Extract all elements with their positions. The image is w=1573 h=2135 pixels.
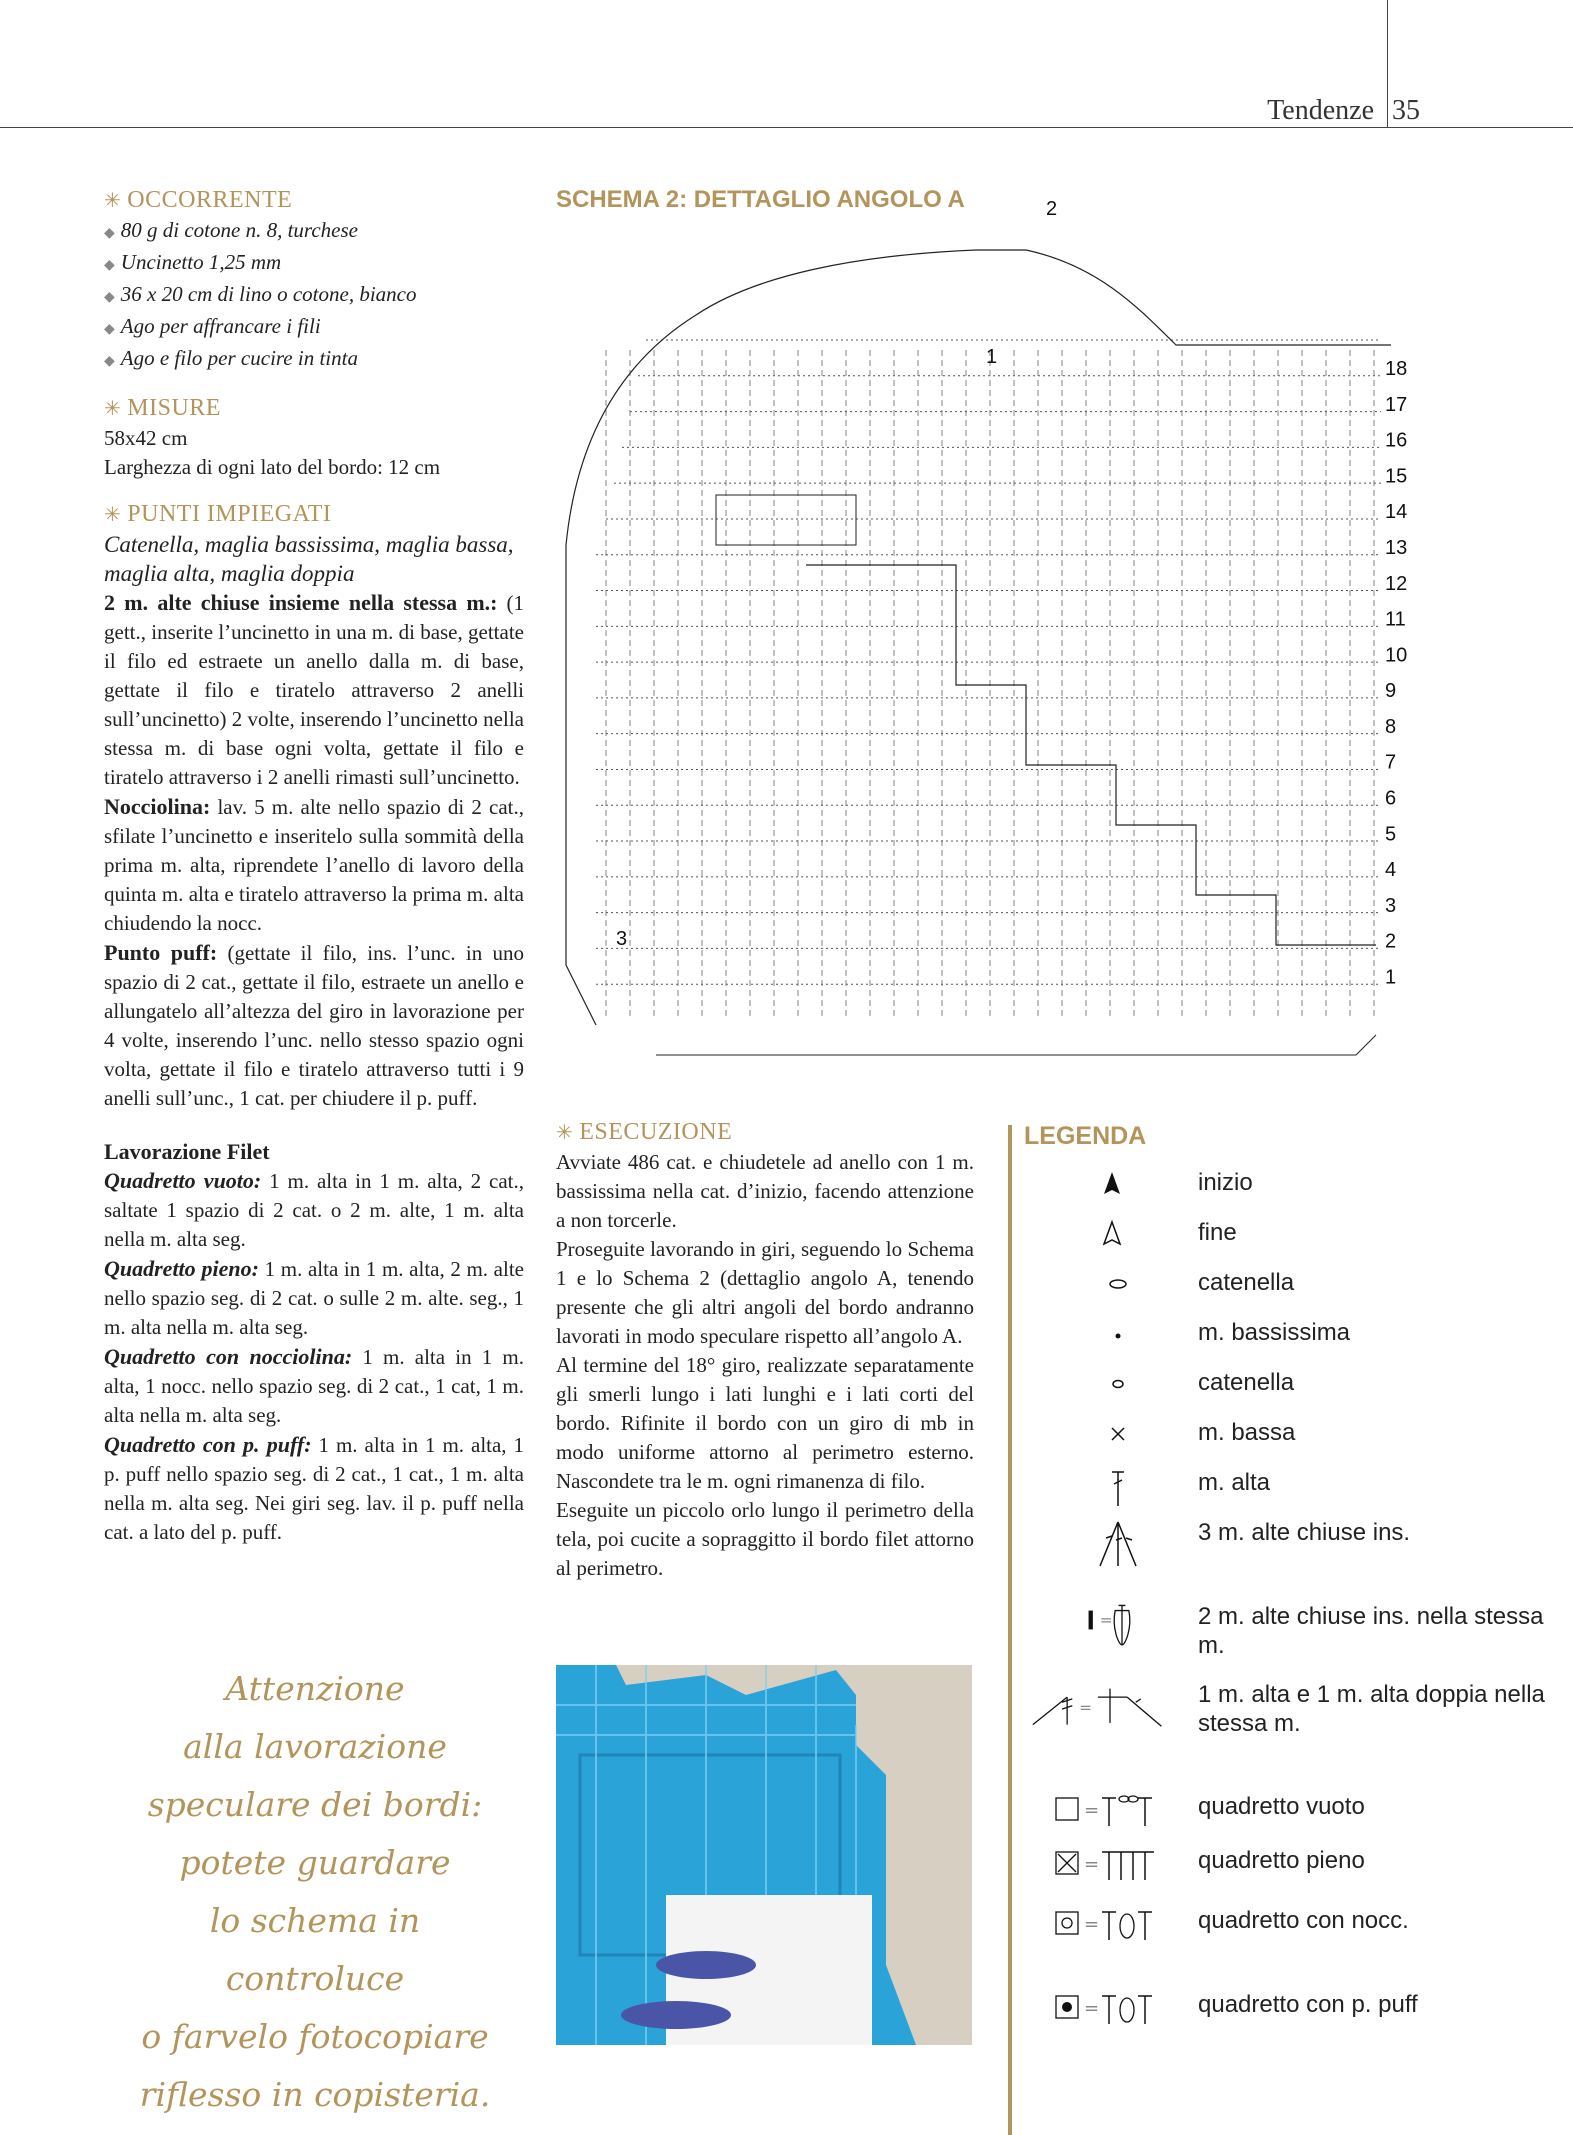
project-photo	[556, 1665, 972, 2045]
execution-paragraph: Al termine del 18° giro, realizzate separatamente gli smerli lungo i lati lunghi e i lati corti del bordo. Rifinite il bordo con un giro di mb in modo uniforme attorno al perimetro esterno. Nascondete tra le m. ogni rimanenza di filo.	[556, 1353, 974, 1493]
bullet-icon: ◆	[104, 322, 115, 337]
bobble-square-icon	[1020, 1906, 1200, 1966]
bullet-icon: ◆	[104, 258, 115, 273]
bullet-icon: ◆	[104, 226, 115, 241]
filet-puff-square: Quadretto con p. puff: 1 m. alta in 1 m. alta, 1 p. puff nello spazio seg. di 2 cat., 1 cat., 1 m. alta nella m. alta seg. Nei giri seg. lav. il p. puff nella cat. a lato del p. puff.	[104, 1432, 524, 1544]
execution-paragraph: Eseguite un piccolo orlo lungo il perimetro della tela, poi cucite a sopraggitto il bordo filet attorno al perimetro.	[556, 1498, 974, 1580]
header-divider	[1387, 0, 1388, 127]
chart-row-number: 4	[1385, 859, 1397, 882]
chart-row-number: 3	[1385, 894, 1397, 917]
mirror-note	[120, 1660, 510, 2124]
execution-paragraph: Proseguite lavorando in giri, seguendo lo Schema 1 e lo Schema 2 (dettaglio angolo A, tenendo presente che gli altri angoli del bordo andranno lavorati in modo speculare rispetto all’angolo A.	[556, 1237, 974, 1348]
legend-bar	[1008, 1125, 1012, 2135]
star-icon: ✳	[556, 1122, 574, 1144]
chart-marker: 1	[986, 346, 998, 368]
section-title: Tendenze	[1267, 95, 1374, 126]
header-rule	[0, 127, 1573, 128]
execution-paragraph: Avviate 486 cat. e chiudetele ad anello con 1 m. bassissima nella cat. d’inizio, facendo attenzione a non torcerle.	[556, 1150, 974, 1232]
materials-item: ◆ Uncinetto 1,25 mm	[104, 250, 282, 274]
three-dc-cluster-icon	[1020, 1518, 1200, 1578]
schema-title: SCHEMA 2: DETTAGLIO ANGOLO A	[556, 186, 965, 213]
note-line: riflesso in copisteria.	[139, 2075, 491, 2114]
chart-row-number: 6	[1385, 787, 1397, 810]
chart-row-number: 10	[1385, 644, 1408, 667]
chart-motif-outline	[806, 565, 1376, 945]
chart-row-number: 16	[1385, 429, 1408, 452]
misure-heading: ✳ MISURE	[104, 395, 221, 421]
filet-full-square: Quadretto pieno: 1 m. alta in 1 m. alta, 2 m. alte nello spazio seg. di 2 cat. o sulle 2 m. alte. seg., 1 m. alta nella m. alta seg.	[104, 1256, 524, 1339]
execution-column	[556, 1118, 974, 1583]
punti-heading: ✳ PUNTI IMPIEGATI	[104, 501, 332, 527]
chart-row-number: 18	[1385, 358, 1408, 381]
materials-item: ◆ Ago e filo per cucire in tinta	[104, 346, 358, 370]
chart-motif-outline	[716, 495, 856, 545]
svg-text:=: =	[1084, 1800, 1100, 1821]
filet-heading: Lavorazione Filet	[104, 1139, 270, 1164]
star-icon: ✳	[104, 190, 122, 212]
puff-square-icon	[1020, 1990, 1200, 2050]
bullet-icon: ◆	[104, 290, 115, 305]
chart-marker: 3	[616, 928, 628, 950]
misure-line: 58x42 cm	[104, 426, 188, 450]
misure-line: Larghezza di ogni lato del bordo: 12 cm	[104, 455, 441, 479]
chart-row-number: 11	[1385, 608, 1406, 631]
svg-text:=: =	[1084, 1998, 1100, 2019]
left-column	[104, 186, 524, 1547]
chart-row-number: 1	[1385, 966, 1397, 989]
materials-item: ◆ 80 g di cotone n. 8, turchese	[104, 218, 358, 242]
chart-row-number: 7	[1385, 751, 1397, 774]
svg-text:=: =	[1079, 1698, 1093, 1717]
chart-bottom-edge	[656, 1035, 1376, 1055]
chart-row-number: 15	[1385, 465, 1408, 488]
note-line: alla lavorazione	[183, 1727, 447, 1766]
chart-edge	[566, 250, 1391, 1025]
chart-row-number: 5	[1385, 823, 1397, 846]
legend-title: LEGENDA	[1024, 1122, 1147, 1150]
note-line: potete guardare	[179, 1843, 451, 1882]
occorrente-heading: ✳ OCCORRENTE	[104, 187, 293, 213]
svg-text:=: =	[1084, 1854, 1100, 1875]
chart-row-number: 12	[1385, 572, 1408, 595]
empty-square-icon	[1020, 1792, 1200, 1852]
star-icon: ✳	[104, 504, 122, 526]
star-icon: ✳	[104, 398, 122, 420]
chart-row-number: 9	[1385, 680, 1397, 703]
esecuzione-heading: ✳ ESECUZIONE	[556, 1119, 733, 1145]
full-square-icon	[1020, 1846, 1200, 1906]
stitch-nocciolina: Nocciolina: lav. 5 m. alte nello spazio di 2 cat., sfilate l’uncinetto e inseritelo sulla sommità della prima m. alta, riprendete l’anello di lavoro della quinta m. alta e tiratelo attraverso la prima m. alta chiudendo la nocc.	[104, 794, 524, 935]
chart-row-number: 13	[1385, 537, 1408, 559]
filet-bobble-square: Quadretto con nocciolina: 1 m. alta in 1 m. alta, 1 nocc. nello spazio seg. di 2 cat., 1 cat, 1 m. alta nella m. alta seg.	[104, 1344, 524, 1427]
chart-marker: 2	[1046, 198, 1058, 220]
note-line: lo schema in controluce	[209, 1901, 421, 1998]
two-dc-together-icon	[1020, 1602, 1200, 1662]
punti-intro: Catenella, maglia bassissima, maglia bassa, maglia alta, maglia doppia	[104, 532, 514, 586]
note-line: speculare dei bordi:	[147, 1785, 483, 1824]
chart-row-number: 14	[1385, 501, 1408, 524]
note-line: o farvelo fotocopiare	[141, 2017, 489, 2056]
bullet-icon: ◆	[104, 354, 115, 369]
chart-row-number: 8	[1385, 715, 1397, 738]
filet-empty-square: Quadretto vuoto: 1 m. alta in 1 m. alta, 2 cat., saltate 1 spazio di 2 cat. o 2 m. alte, 1 m. alta nella m. alta seg.	[104, 1168, 524, 1251]
chart-row-number: 2	[1385, 930, 1397, 953]
svg-text:=: =	[1084, 1914, 1100, 1935]
page-number: 35	[1392, 95, 1420, 126]
stitch-puff: Punto puff: (gettate il filo, ins. l’unc. in uno spazio di 2 cat., gettate il filo, estraete un anello e allungatelo all’altezza del giro in lavorazione per 4 volte, inserendo l’unc. nello stesso spazio ogni volta, gettate il filo e tiratelo attraverso tutti i 9 anelli sull’unc., 1 cat. per chiudere il p. puff.	[104, 940, 525, 1110]
chart-row-number: 17	[1385, 393, 1408, 416]
materials-item: ◆ 36 x 20 cm di lino o cotone, bianco	[104, 282, 417, 306]
note-line: Attenzione	[225, 1669, 405, 1708]
stitch-2dc-together: 2 m. alte chiuse insieme nella stessa m.: (1 gett., inserite l’uncinetto in una m. di base, gettate il filo ed estraete un anello dalla m. di base, gettate il filo e tiratelo attraverso 2 anelli sull’uncinetto) 2 volte, inserendo l’uncinetto nella stessa m. di base ogni volta, gettate il filo e tiratelo attraverso i 2 anelli rimasti sull’uncinetto.	[104, 590, 524, 789]
svg-text:=: =	[1099, 1611, 1113, 1630]
materials-item: ◆ Ago per affrancare i fili	[104, 314, 321, 338]
dc-treble-same-stitch-icon	[1020, 1680, 1200, 1740]
